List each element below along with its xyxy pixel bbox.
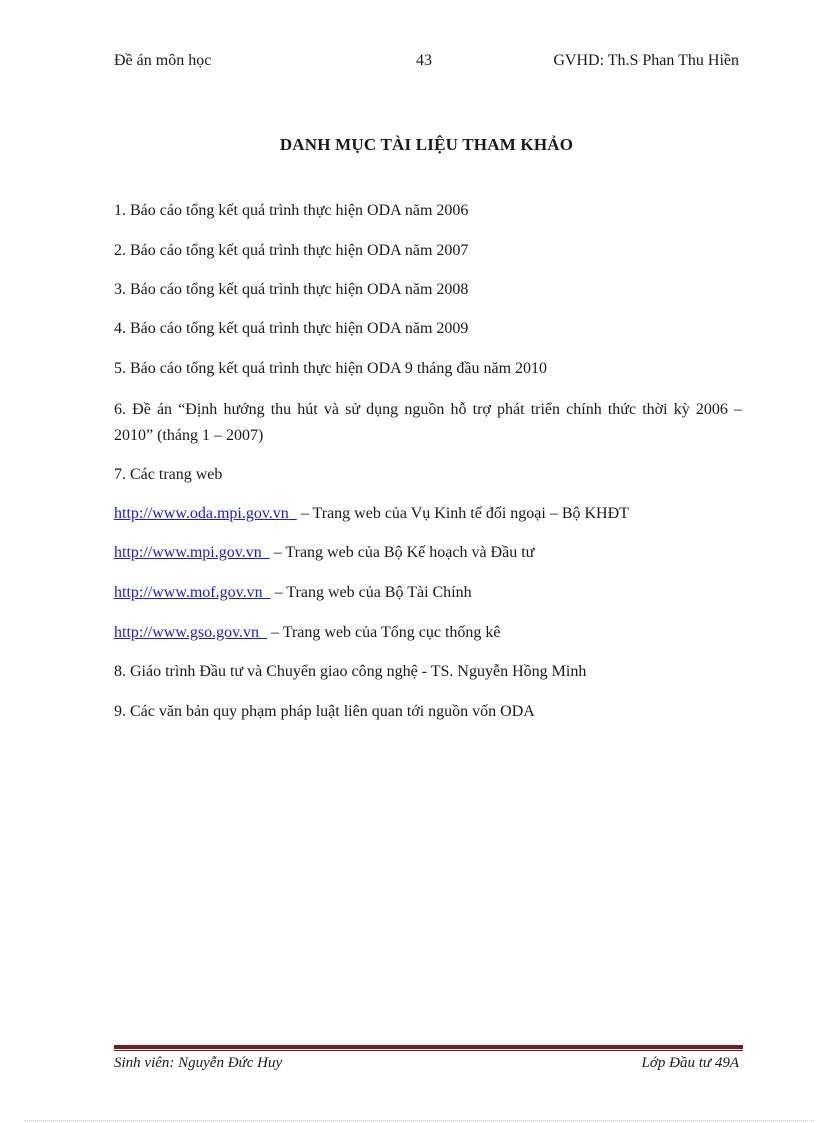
header-advisor: GVHD: Th.S Phan Thu Hiền — [553, 52, 739, 69]
reference-item-9: 9. Các văn bản quy phạm pháp luật liên quan tới nguồn vốn ODA — [114, 703, 535, 720]
reference-item-5: 5. Báo cáo tổng kết quá trình thực hiện ODA 9 tháng đầu năm 2010 — [114, 360, 548, 377]
website-row — [114, 501, 742, 527]
page-bottom-edge — [24, 1120, 814, 1122]
reference-item-4: 4. Báo cáo tổng kết quá trình thực hiện ODA năm 2009 — [114, 320, 469, 337]
header-course: Đề án môn học — [114, 52, 212, 69]
reference-item-2: 2. Báo cáo tổng kết quá trình thực hiện ODA năm 2007 — [114, 242, 469, 259]
page-header — [114, 52, 739, 74]
website-link-oda[interactable]: http://www.oda.mpi.gov.vn — [114, 505, 289, 522]
page-number: 43 — [416, 52, 432, 69]
footer-rule-thick — [114, 1045, 743, 1049]
website-desc: – Trang web của Bộ Tài Chính — [270, 584, 472, 601]
reference-item-3: 3. Báo cáo tổng kết quá trình thực hiện ODA năm 2008 — [114, 281, 469, 298]
website-desc: – Trang web của Tổng cục thống kê — [267, 624, 501, 641]
website-link-mof[interactable]: http://www.mof.gov.vn — [114, 584, 263, 601]
page-title: DANH MỤC TÀI LIỆU THAM KHẢO — [279, 135, 574, 154]
footer-student: Sinh viên: Nguyễn Đức Huy — [114, 1055, 283, 1071]
footer-class: Lớp Đầu tư 49A — [641, 1055, 739, 1071]
website-row — [114, 620, 742, 646]
reference-item-6: 6. Đề án “Định hướng thu hút và sử dụng nguồn hỗ trợ phát triển chính thức thời kỳ 2006 – 2010” (tháng 1 – 2007) — [114, 401, 742, 444]
reference-item-1: 1. Báo cáo tổng kết quá trình thực hiện ODA năm 2006 — [114, 202, 469, 219]
website-desc: – Trang web của Bộ Kế hoạch và Đầu tư — [269, 544, 535, 561]
website-row — [114, 540, 742, 566]
footer-rule-thin — [114, 1050, 743, 1051]
website-desc: – Trang web của Vụ Kinh tế đối ngoại – Bộ KHĐT — [296, 505, 629, 522]
website-link-gso[interactable]: http://www.gso.gov.vn — [114, 624, 260, 641]
reference-item-8: 8. Giáo trình Đầu tư và Chuyển giao công nghệ - TS. Nguyễn Hồng Minh — [114, 663, 587, 680]
website-link-mpi[interactable]: http://www.mpi.gov.vn — [114, 544, 262, 561]
website-row — [114, 580, 742, 606]
reference-item-7: 7. Các trang web — [114, 466, 223, 483]
